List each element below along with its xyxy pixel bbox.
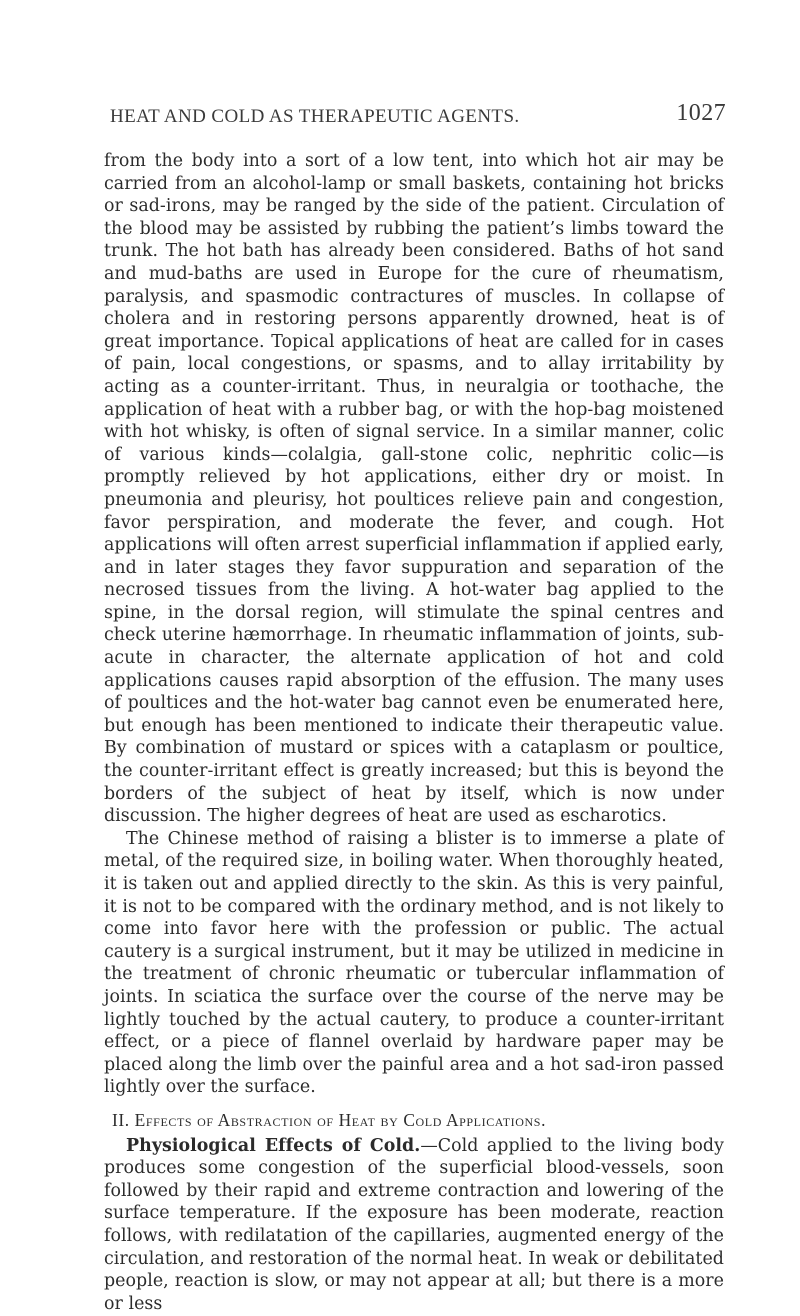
running-head	[104, 100, 726, 132]
body-text	[104, 150, 724, 1315]
run-in-heading: Physiological Effects of Cold.	[126, 1135, 421, 1156]
running-head-title: HEAT AND COLD AS THERAPEUTIC AGENTS.	[110, 106, 520, 127]
paragraph-physiological-text: —Cold applied to the living body produces some congestion of the superficial blood-vessels, soon followed by their rapid and extreme contraction and lowering of the surface temperature. If the exposure has been moderate, reaction follows, with redilatation of the capillaries, augmented energy of the circulation, and restoration of the normal heat. In weak or debilitated people, reaction is slow, or may not appear at all; but there is a more or less	[104, 1135, 724, 1314]
book-page	[104, 100, 726, 1315]
paragraph-physiological-effects	[104, 1135, 724, 1316]
paragraph-continued: from the body into a sort of a low tent, into which hot air may be carried from an alcohol-lamp or small baskets, containing hot bricks or sad-irons, may be ranged by the side of the patient. Circulation of the blood may be assisted by rubbing the patient’s limbs toward the trunk. The hot bath has already been considered. Baths of hot sand and mud-baths are used in Europe for the cure of rheumatism, paralysis, and spasmodic contractures of muscles. In collapse of cholera and in restoring persons apparently drowned, heat is of great importance. Topical applications of heat are called for in cases of pain, local congestions, or spasms, and to allay irritability by acting as a counter-irritant. Thus, in neuralgia or toothache, the application of heat with a rubber bag, or with the hop-bag moistened with hot whisky, is often of signal service. In a similar manner, colic of various kinds—colalgia, gall-stone colic, nephritic colic—is promptly relieved by hot applications, either dry or moist. In pneumonia and pleurisy, hot poultices relieve pain and congestion, favor perspiration, and moderate the fever, and cough. Hot applications will often arrest superficial inflammation if applied early, and in later stages they favor suppuration and separation of the necrosed tissues from the living. A hot-water bag applied to the spine, in the dorsal region, will stimulate the spinal centres and check uterine hæmorrhage. In rheumatic inflammation of joints, sub-acute in character, the alternate application of hot and cold applications causes rapid absorption of the effusion. The many uses of poultices and the hot-water bag cannot even be enumerated here, but enough has been mentioned to indicate their therapeutic value. By combination of mustard or spices with a cataplasm or poultice, the counter-irritant effect is greatly increased; but this is beyond the borders of the subject of heat by itself, which is now under discussion. The higher degrees of heat are used as escharotics.	[104, 151, 724, 827]
section-heading: II. Effects of Abstraction of Heat by Cold Applications.	[112, 1109, 547, 1130]
paragraph-chinese-method: The Chinese method of raising a blister is to immerse a plate of metal, of the required size, in boiling water. When thoroughly heated, it is taken out and applied directly to the skin. As this is very painful, it is not to be compared with the ordinary method, and is not likely to come into favor here with the profession or public. The actual cautery is a surgical instrument, but it may be utilized in medicine in the treatment of chronic rheumatic or tubercular inflammation of joints. In sciatica the surface over the course of the nerve may be lightly touched by the actual cautery, to produce a counter-irritant effect, or a piece of flannel overlaid by hardware paper may be placed along the limb over the painful area and a hot sad-iron passed lightly over the surface.	[104, 828, 724, 1098]
page-number: 1027	[676, 100, 726, 126]
